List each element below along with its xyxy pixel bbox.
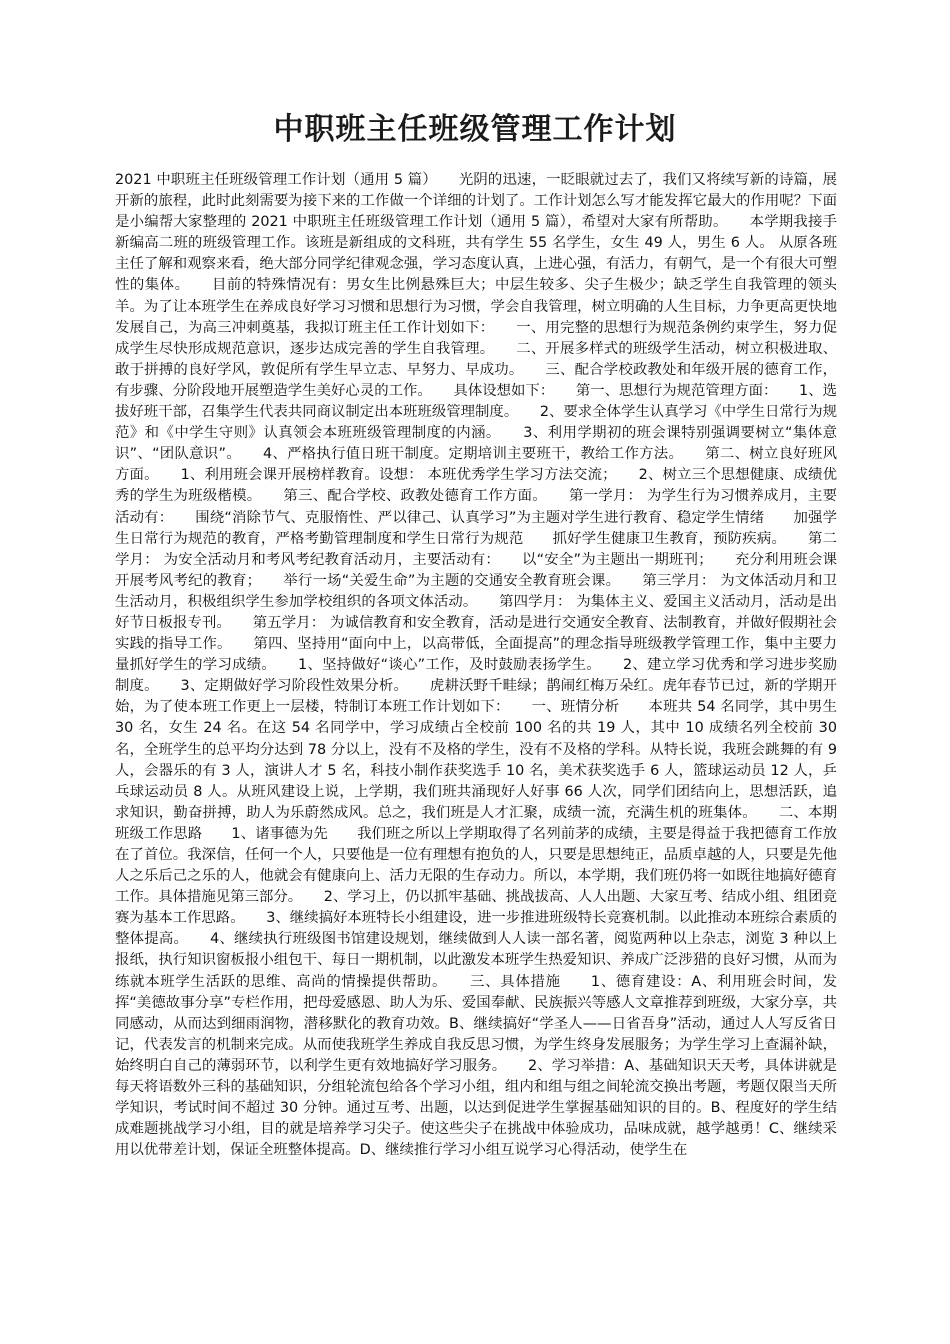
document-body: 2021 中职班主任班级管理工作计划（通用 5 篇） 光阴的迅速，一眨眼就过去了，我们又将续写新的诗篇，展开新的旅程，此时此刻需要为接下来的工作做一个详细的计划了。工作计划怎么写才能发挥它最大的作用呢？下面是小编帮大家整理的 2021 中职班主任班级管理工作计划（通用 5 篇），希望对大家有所帮助。 本学期我接手新编高二班的班级管理工作。该班是新组成的文科班，共有学生 55 名学生，女生 49 人，男生 6 人。 从原各班主任了解和观察来看，绝大部分同学纪律观念强，学习态度认真，上进心强，有活力，有朝气，是一个有很大可塑性的集体。 目前的特殊情况有：男女生比例悬殊巨大；中层生较多、尖子生极少；缺乏学生自我管理的领头羊。为了让本班学生在养成良好学习习惯和思想行为习惯，学会自我管理，树立明确的人生目标，力争更高更快地发展自己，为高三冲刺奠基，我拟订班主任工作计划如下： 一、用完整的思想行为规范条例约束学生，努力促成学生尽快形成规范意识，逐步达成完善的学生自我管理。 二、开展多样式的班级学生活动，树立积极进取、敢于拼搏的良好学风，敦促所有学生早立志、早努力、早成功。 三、配合学校政教处和年级开展的德育工作，有步骤、分阶段地开展塑造学生美好心灵的工作。 具体设想如下： 第一、思想行为规范管理方面： 1、选拔好班干部，召集学生代表共同商议制定出本班班级管理制度。 2、要求全体学生认真学习《中学生日常行为规范》和《中学生守则》认真领会本班班级管理制度的内涵。 3、利用学期初的班会课特别强调要树立“集体意识”、“团队意识”。 4、严格执行值日班干制度。定期培训主要班干，教给工作方法。 第二、树立良好班风方面。 1、利用班会课开展榜样教育。设想： 本班优秀学生学习方法交流； 2、树立三个思想健康、成绩优秀的学生为班级楷模。 第三、配合学校、政教处德育工作方面。 第一学月： 为学生行为习惯养成月，主要活动有： 围绕“消除节气、克服惰性、严以律己、认真学习”为主题对学生进行教育、稳定学生情绪 加强学生日常行为规范的教育，严格考勤管理制度和学生日常行为规范 抓好学生健康卫生教育，预防疾病。 第二学月： 为安全活动月和考风考纪教育活动月，主要活动有： 以“安全”为主题出一期班刊； 充分利用班会课开展考风考纪的教育； 举行一场“关爱生命”为主题的交通安全教育班会课。 第三学月： 为文体活动月和卫生活动月，积极组织学生参加学校组织的各项文体活动。 第四学月： 为集体主义、爱国主义活动月，活动是出好节日板报专刊。 第五学月： 为诚信教育和安全教育，活动是进行交通安全教育、法制教育，并做好假期社会实践的指导工作。 第四、坚持用“面向中上，以高带低，全面提高”的理念指导班级教学管理工作，集中主要力量抓好学生的学习成绩。 1、坚持做好“谈心”工作，及时鼓励表扬学生。 2、建立学习优秀和学习进步奖励制度。 3、定期做好学习阶段性效果分析。 虎耕沃野千畦绿；鹊闹红梅万朵红。虎年春节已过，新的学期开始，为了使本班工作更上一层楼，特制订本班工作计划如下： 一、班情分析 本班共 54 名同学，其中男生 30 名，女生 24 名。在这 54 名同学中，学习成绩占全校前 100 名的共 19 人，其中 10 成绩名列全校前 30 名，全班学生的总平均分达到 78 分以上，没有不及格的学生，没有不及格的学科。从特长说，我班会跳舞的有 9 人，会器乐的有 3 人，演讲人才 5 名，科技小制作获奖选手 10 名，美术获奖选手 6 人，篮球运动员 12 人，乒乓球运动员 8 人。从班风建设上说，上学期，我们班共涌现好人好事 66 人次，同学们团结向上，思想活跃，追求知识，勤奋拼搏，助人为乐蔚然成风。总之，我们班是人才汇聚，成绩一流，充满生机的班集体。 二、本期班级工作思路 1、诸事德为先 我们班之所以上学期取得了名列前茅的成绩，主要是得益于我把德育工作放在了首位。我深信，任何一个人，只要他是一位有理想有抱负的人，只要是思想纯正，品质卓越的人，只要是先他人之乐后己之乐的人，他就会有健康向上、活力无限的生存动力。所以，本学期，我们班仍将一如既往地搞好德育工作。具体措施见第三部分。 2、学习上，仍以抓牢基础、挑战拔高、人人出题、大家互考、结成小组、组团竞赛为基本工作思路。 3、继续搞好本班特长小组建设，进一步推进班级特长竞赛机制。以此推动本班综合素质的整体提高。 4、继续执行班级图书馆建设规划，继续做到人人读一部名著，阅览两种以上杂志，浏览 3 种以上报纸，执行知识窗板报小组包干、每日一期机制，以此激发本班学生热爱知识、养成广泛涉猎的良好习惯，从而为练就本班学生活跃的思维、高尚的情操提供帮助。 三、具体措施 1、德育建设：A、利用班会时间，发挥“美德故事分享”专栏作用，把母爱感恩、助人为乐、爱国奉献、民族振兴等感人文章推荐到班级，大家分享，共同感动，从而达到细雨润物，潜移默化的教育功效。B、继续搞好“学圣人——日省吾身”活动，通过人人写反省日记，代表发言的机制来完成。从而使我班学生养成自我反思习惯，为学生终身发展服务；为学生学习上查漏补缺，始终明白自己的薄弱环节，以利学生更有效地搞好学习服务。 2、学习举措：A、基础知识天天考，具体讲就是每天将语数外三科的基础知识，分组轮流包给各个学习小组，组内和组与组之间轮流交换出考题，考题仅限当天所学知识，考试时间不超过 30 分钟。通过互考、出题，以达到促进学生掌握基础知识的目的。B、程度好的学生结成难题挑战学习小组，目的就是培养学习尖子。使这些尖子在挑战中体验成功，品味成就，越学越勇！C、继续采用以优带差计划，保证全班整体提高。D、继续推行学习小组互说学习心得活动，使学生在 xyxy=(115,172,842,1159)
document-title: 中职班主任班级管理工作计划 xyxy=(273,112,677,147)
